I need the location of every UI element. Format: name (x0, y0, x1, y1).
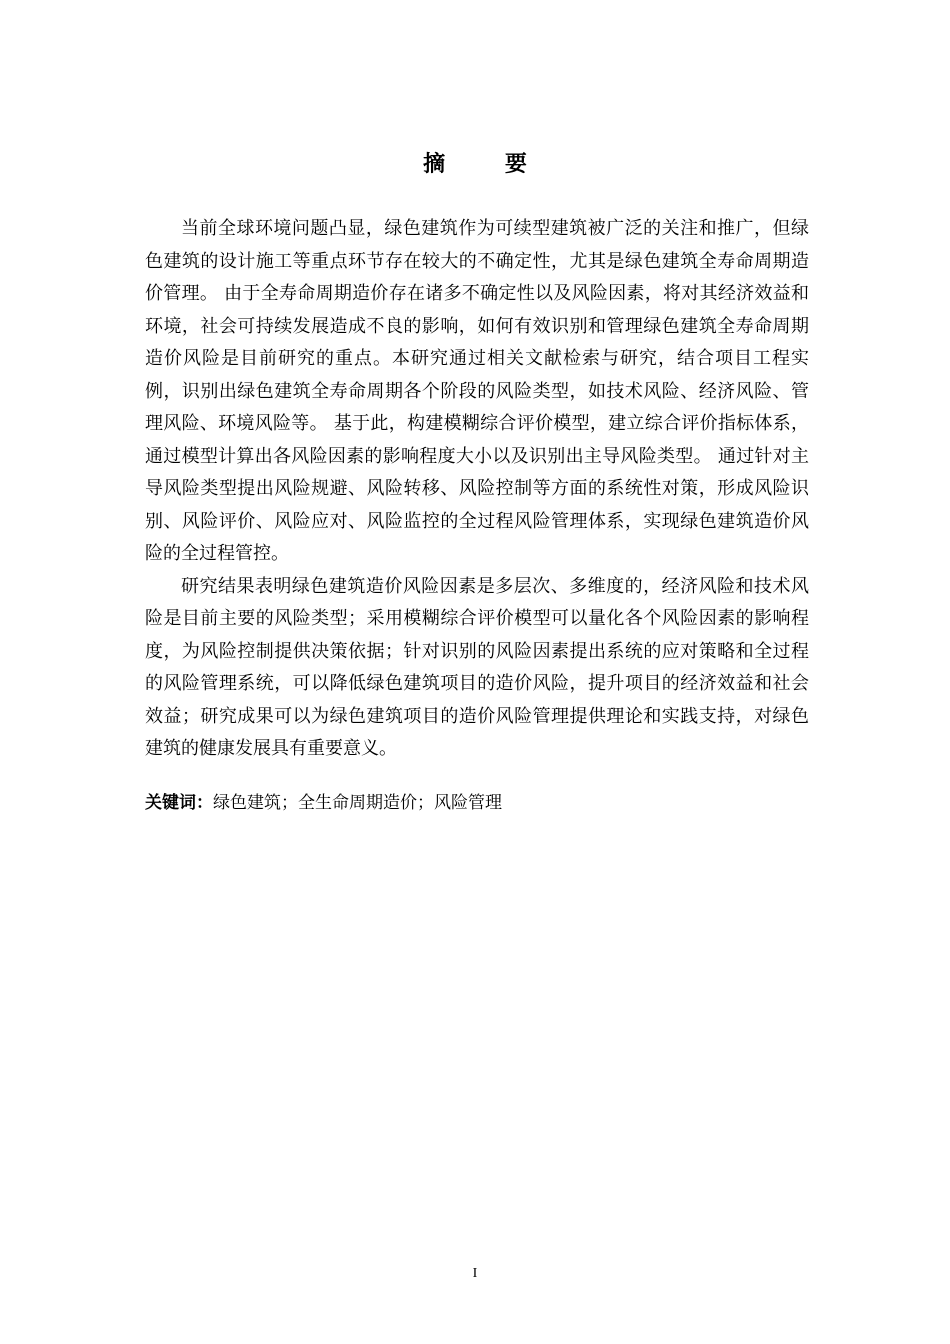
keywords-line (145, 788, 809, 818)
keywords-label: 关键词： (145, 793, 213, 813)
abstract-body (145, 213, 809, 766)
abstract-paragraph-1: 当前全球环境问题凸显，绿色建筑作为可续型建筑被广泛的关注和推广，但绿色建筑的设计施工等重点环节存在较大的不确定性，尤其是绿色建筑全寿命周期造价管理。 由于全寿命周期造价存在诸多不确定性以及风险因素，将对其经济效益和环境，社会可持续发展造成不良的影响，如何有效识别和管理绿色建筑全寿命周期造价风险是目前研究的重点。本研究通过相关文献检索与研究，结合项目工程实例，识别出绿色建筑全寿命周期各个阶段的风险类型，如技术风险、经济风险、管理风险、环境风险等。 基于此，构建模糊综合评价模型，建立综合评价指标体系，通过模型计算出各风险因素的影响程度大小以及识别出主导风险类型。 通过针对主导风险类型提出风险规避、风险转移、风险控制等方面的系统性对策，形成风险识别、风险评价、风险应对、风险监控的全过程风险管理体系，实现绿色建筑造价风险的全过程管控。 (145, 218, 809, 564)
abstract-paragraph-2: 研究结果表明绿色建筑造价风险因素是多层次、多维度的，经济风险和技术风险是目前主要的风险类型；采用模糊综合评价模型可以量化各个风险因素的影响程度，为风险控制提供决策依据；针对识别的风险因素提出系统的应对策略和全过程的风险管理系统，可以降低绿色建筑项目的造价风险，提升项目的经济效益和社会效益；研究成果可以为绿色建筑项目的造价风险管理提供理论和实践支持，对绿色建筑的健康发展具有重要意义。 (145, 575, 809, 759)
page-number: I (472, 1266, 478, 1281)
abstract-title: 摘 要 (423, 152, 553, 177)
keywords-text: 绿色建筑；全生命周期造价；风险管理 (213, 793, 502, 813)
